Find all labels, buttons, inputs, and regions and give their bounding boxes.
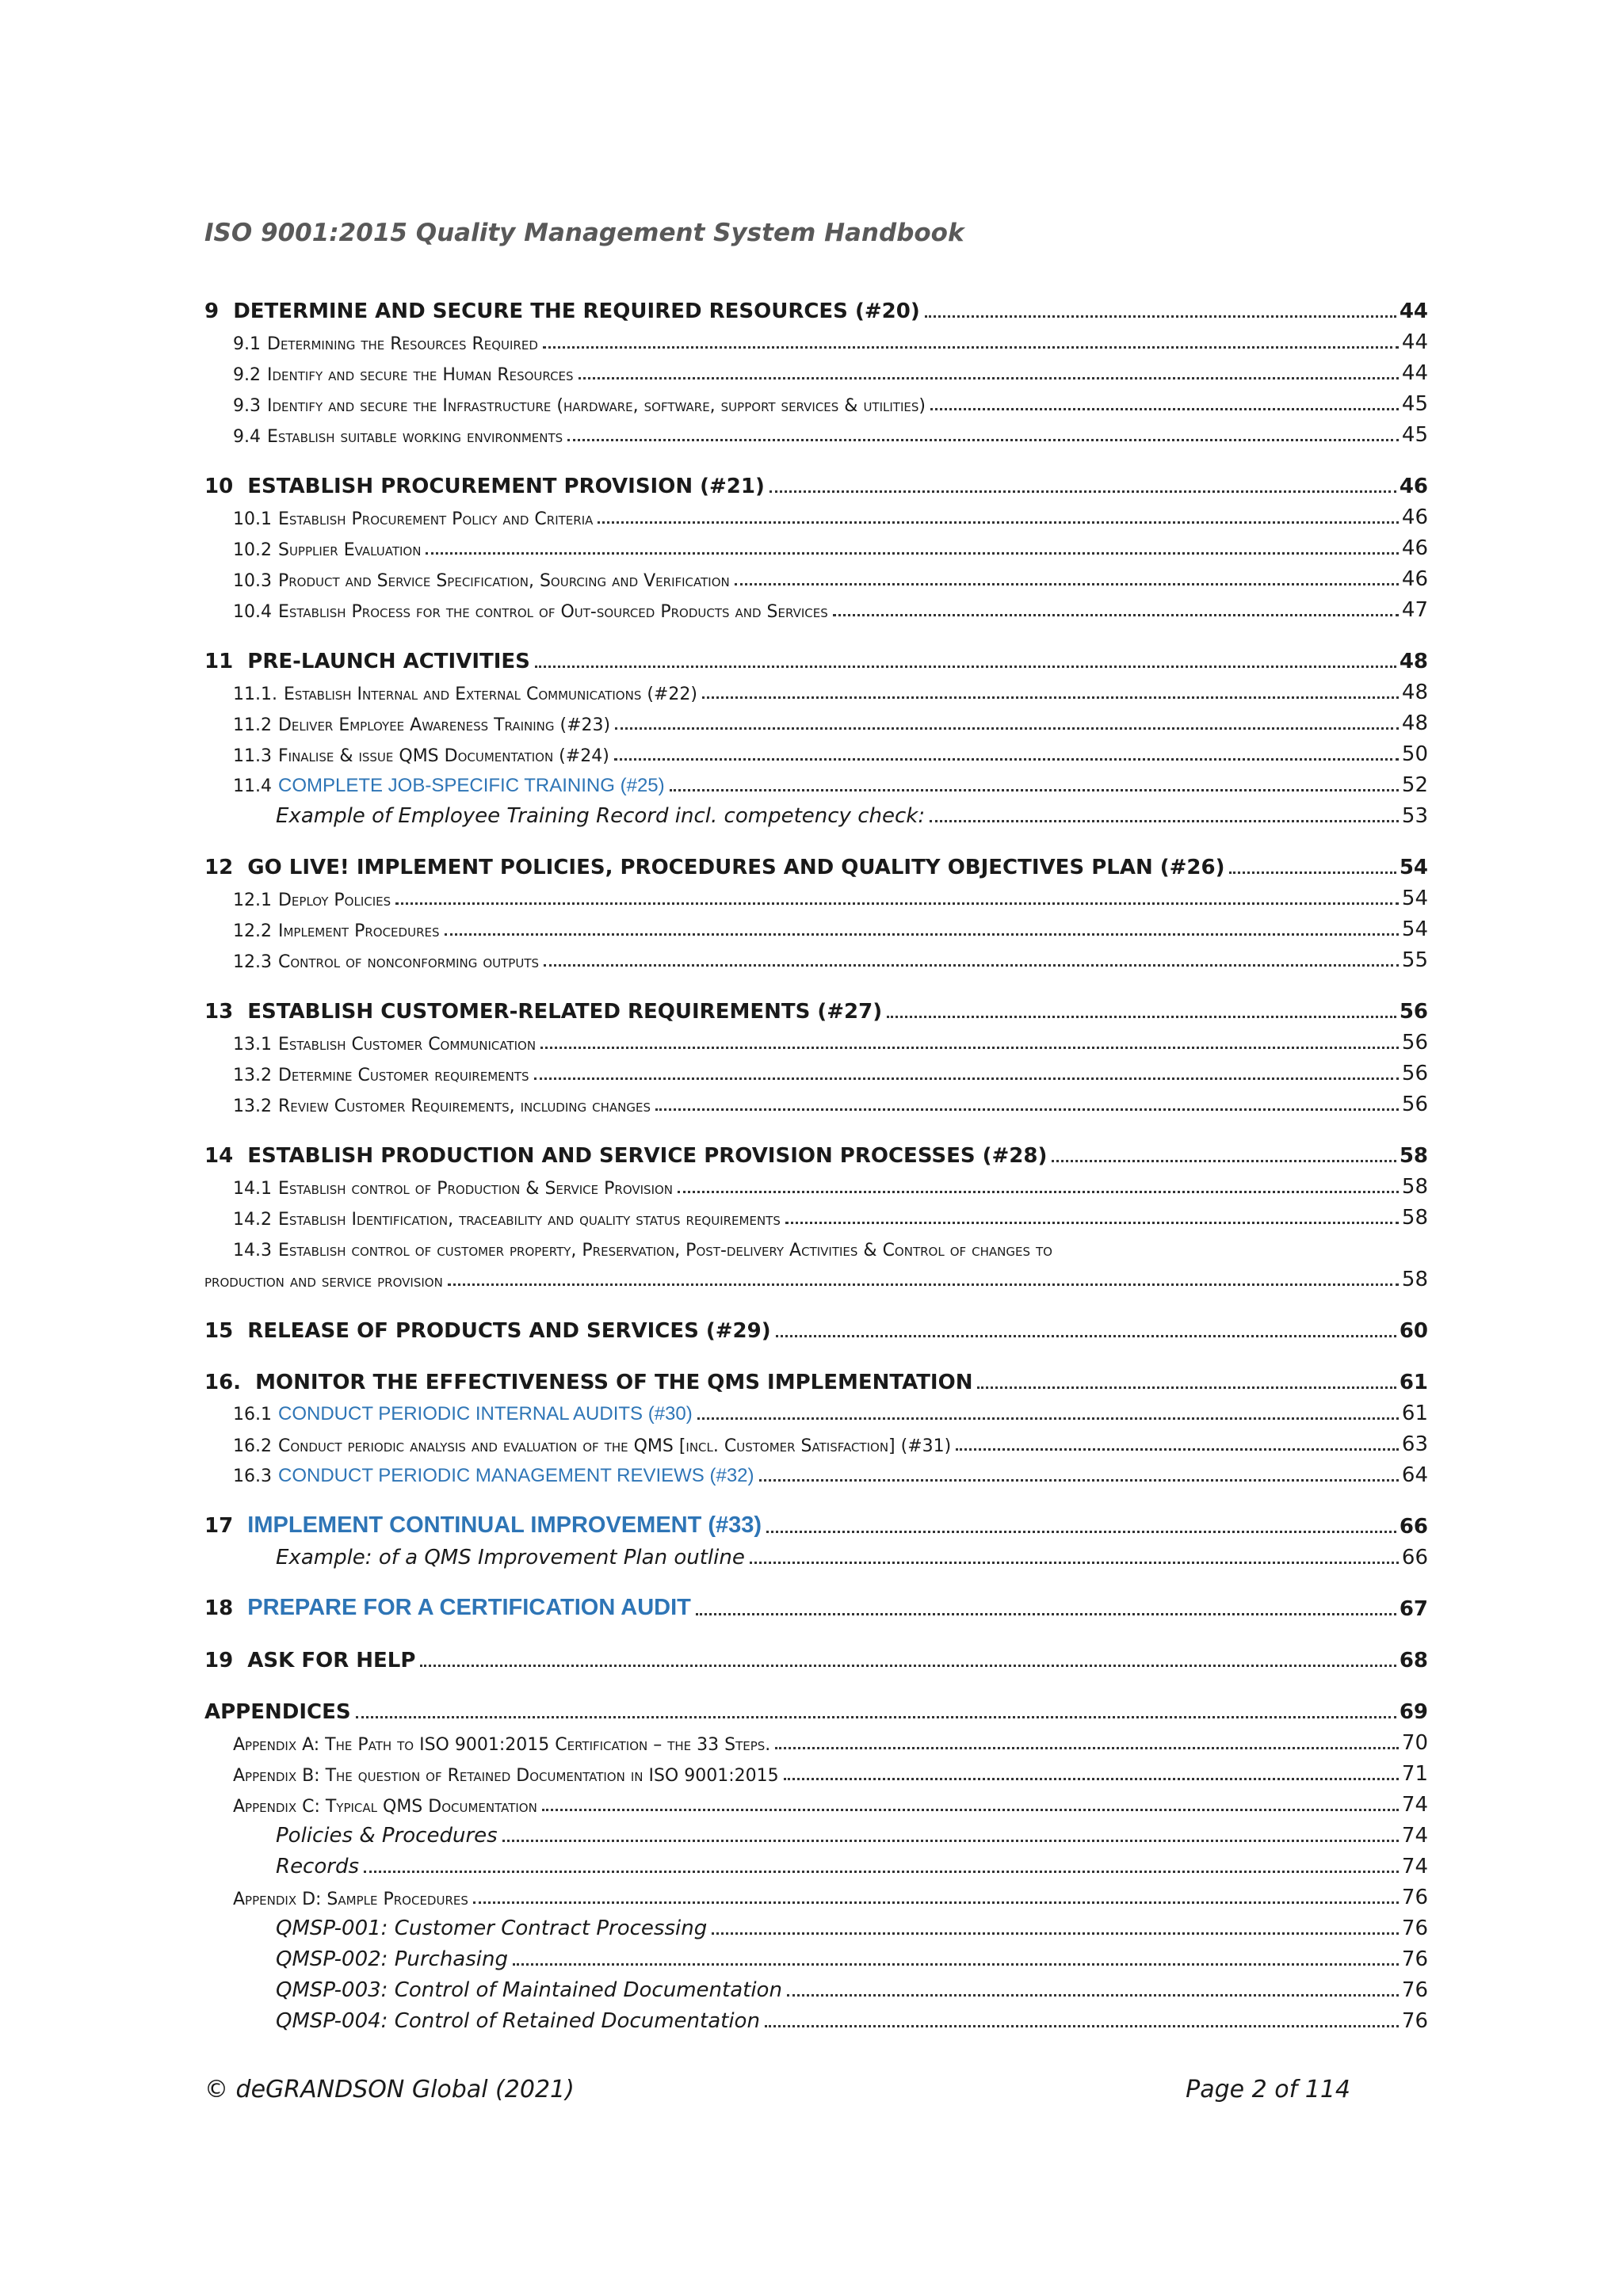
toc-entry-label: Determining the Resources Required: [267, 334, 538, 354]
toc-entry-title: [233, 1797, 537, 1817]
toc-entry-label: Review Customer Requirements, including changes: [277, 1097, 651, 1116]
toc-entry-number: 10.3: [233, 571, 272, 591]
toc-entry-label: Conduct periodic analysis and evaluation of the QMS [incl. Customer Satisfaction] (#31): [277, 1436, 952, 1456]
toc-entry-label: PRE-LAUNCH ACTIVITIES: [247, 650, 530, 673]
toc-entry-page: 53: [1401, 804, 1428, 828]
toc-entry-title: [233, 396, 926, 416]
toc-entry-label: Deploy Policies: [277, 891, 391, 910]
toc-entry-page: 58: [1401, 1175, 1428, 1199]
toc-entry-label: Implement Procedures: [277, 921, 440, 941]
toc-entry-subsection[interactable]: [204, 591, 1428, 622]
toc-entry-number: 16.2: [233, 1436, 272, 1456]
toc-entry-title: [233, 427, 563, 447]
toc-entry-label: QMSP-001: Customer Contract Processing: [276, 1917, 708, 1940]
toc-dot-leader: [712, 1932, 1399, 1935]
toc-entry-title: [233, 775, 665, 797]
toc-entry-page: 70: [1401, 1731, 1428, 1755]
toc-entry-title: [233, 1766, 779, 1786]
toc-entry-page: 54: [1401, 887, 1428, 910]
toc-entry-subsection[interactable]: [204, 704, 1428, 735]
toc-entry-label: Records: [276, 1855, 360, 1878]
toc-entry-page: 46: [1401, 567, 1428, 591]
toc-entry-section[interactable]: [204, 1629, 1428, 1672]
toc-dot-leader: [750, 1561, 1399, 1564]
toc-entry-section[interactable]: [204, 980, 1428, 1024]
toc-entry-number: 14.1: [233, 1179, 272, 1199]
toc-entry-number: 11.3: [233, 746, 272, 766]
toc-entry-title: [276, 1855, 359, 1878]
toc-entry-page: 61: [1399, 1371, 1428, 1394]
toc-dot-leader: [567, 438, 1399, 441]
toc-entry-page: 56: [1401, 1031, 1428, 1055]
toc-entry-page: 50: [1401, 742, 1428, 766]
toc-entry-title: [204, 1512, 762, 1539]
toc-entry-title: [233, 921, 440, 941]
toc-entry-number: 19: [204, 1649, 234, 1672]
toc-entry-page: 76: [1401, 1917, 1428, 1940]
toc-entry-label: Identify and secure the Human Resources: [267, 365, 574, 385]
toc-entry-section[interactable]: [204, 1351, 1428, 1394]
toc-section-gap: [204, 622, 1428, 630]
toc-dot-leader: [930, 407, 1399, 410]
toc-dot-leader: [543, 345, 1399, 349]
toc-dot-leader: [930, 819, 1399, 822]
toc-entry-page: 76: [1401, 1947, 1428, 1971]
toc-entry-number: 10.1: [233, 509, 272, 529]
toc-entry-title: [233, 891, 391, 910]
toc-dot-leader: [697, 1417, 1399, 1420]
toc-entry-page: 48: [1399, 650, 1428, 673]
toc-entry-subsection[interactable]: [204, 1024, 1428, 1055]
toc-entry-label: ESTABLISH CUSTOMER-RELATED REQUIREMENTS (#27): [247, 1000, 883, 1024]
toc-entry-label: Establish Internal and External Communications (#22): [283, 685, 697, 704]
toc-entry-label: CONDUCT PERIODIC MANAGEMENT REVIEWS (#32): [277, 1465, 754, 1486]
toc-entry-subsection[interactable]: [204, 498, 1428, 529]
toc-dot-leader: [445, 933, 1399, 936]
page-header-title: ISO 9001:2015 Quality Management System Handbook: [204, 219, 964, 247]
toc-entry-title: [233, 540, 421, 560]
toc-entry-title: [204, 1144, 1047, 1168]
toc-entry-title: [204, 856, 1224, 879]
toc-entry-title: [204, 299, 920, 323]
toc-entry-page: 58: [1401, 1268, 1428, 1291]
toc-entry-page: 67: [1399, 1597, 1428, 1621]
toc-entry-number: 13.2: [233, 1066, 272, 1085]
toc-section-gap: [204, 1343, 1428, 1351]
toc-entry-page: 74: [1401, 1793, 1428, 1817]
toc-entry-label: QMSP-002: Purchasing: [276, 1947, 508, 1971]
toc-entry-example[interactable]: [204, 1817, 1428, 1848]
toc-entry-number: 11.1.: [233, 685, 277, 704]
toc-entry-title: [233, 685, 697, 704]
toc-entry-page: 68: [1399, 1649, 1428, 1672]
toc-entry-label: DETERMINE AND SECURE THE REQUIRED RESOURCES (#20): [233, 299, 920, 323]
toc-dot-leader: [615, 727, 1399, 730]
toc-entry-number: 16.1: [233, 1405, 272, 1425]
toc-entry-label: Appendix A: The Path to ISO 9001:2015 Certification – the 33 Steps.: [233, 1735, 771, 1755]
toc-entry-label: Control of nonconforming outputs: [277, 952, 540, 972]
toc-entry-page: 54: [1401, 917, 1428, 941]
toc-entry-page: 46: [1401, 536, 1428, 560]
toc-entry-number: 10.4: [233, 602, 272, 622]
toc-entry-page: 45: [1401, 392, 1428, 416]
toc-entry-page: 48: [1401, 711, 1428, 735]
toc-entry-section[interactable]: [204, 287, 1428, 323]
toc-dot-leader: [502, 1839, 1399, 1842]
toc-dot-leader: [776, 1334, 1396, 1337]
toc-entry-number: 9.1: [233, 334, 261, 354]
toc-entry-subsection[interactable]: [204, 529, 1428, 560]
toc-entry-page: 61: [1401, 1402, 1428, 1425]
toc-entry-label: QMSP-003: Control of Maintained Documentation: [276, 1978, 782, 2002]
toc-entry-section[interactable]: [204, 1124, 1428, 1168]
toc-entry-title: [233, 1465, 754, 1487]
toc-entry-title: [204, 1371, 972, 1394]
toc-entry-subsection[interactable]: [204, 879, 1428, 910]
toc-entry-number: 14.2: [233, 1210, 272, 1230]
toc-entry-label: Establish control of customer property, Preservation, Post-delivery Activities & Control of changes to: [277, 1241, 1052, 1261]
toc-entry-section[interactable]: [204, 1577, 1428, 1621]
toc-entry-page: 58: [1401, 1206, 1428, 1230]
toc-dot-leader: [925, 315, 1396, 318]
toc-entry-title: [276, 804, 925, 828]
toc-dot-leader: [513, 1962, 1399, 1966]
toc-entry-number: 18: [204, 1596, 234, 1620]
toc-dot-leader: [579, 376, 1399, 379]
toc-entry-example[interactable]: [204, 1971, 1428, 2002]
toc-dot-leader: [364, 1870, 1399, 1873]
table-of-contents: [204, 287, 1428, 2033]
toc-entry-label: Deliver Employee Awareness Training (#23): [277, 715, 611, 735]
toc-entry-number: 15: [204, 1319, 234, 1343]
toc-entry-subsection[interactable]: [204, 910, 1428, 941]
toc-entry-page: 74: [1401, 1855, 1428, 1878]
toc-entry-title: [233, 365, 574, 385]
toc-entry-page: 60: [1399, 1319, 1428, 1343]
toc-dot-leader: [766, 1530, 1396, 1533]
toc-entry-page: 56: [1399, 1000, 1428, 1024]
toc-entry-page: 44: [1399, 299, 1428, 323]
toc-section-gap: [204, 1621, 1428, 1629]
toc-entry-label: IMPLEMENT CONTINUAL IMPROVEMENT (#33): [247, 1512, 762, 1538]
toc-dot-leader: [534, 1077, 1399, 1080]
toc-entry-subsection[interactable]: [204, 1394, 1428, 1425]
toc-dot-leader: [542, 1808, 1399, 1811]
toc-dot-leader: [614, 757, 1399, 761]
toc-entry-page: 56: [1401, 1062, 1428, 1085]
toc-entry-number: 13.1: [233, 1035, 272, 1055]
toc-entry-label: APPENDICES: [204, 1700, 351, 1724]
toc-dot-leader: [655, 1108, 1399, 1111]
toc-entry-label: Identify and secure the Infrastructure (hardware, software, support services & utilities): [267, 396, 926, 416]
toc-section-gap: [204, 1116, 1428, 1124]
toc-dot-leader: [1052, 1159, 1396, 1162]
toc-dot-leader: [769, 490, 1396, 493]
toc-entry-title: [204, 1595, 691, 1621]
toc-entry-page: 64: [1401, 1463, 1428, 1487]
toc-entry-number: 16.: [204, 1371, 242, 1394]
toc-entry-label: Finalise & issue QMS Documentation (#24): [277, 746, 609, 766]
toc-entry-appendix[interactable]: [204, 1786, 1428, 1817]
toc-entry-label: PREPARE FOR A CERTIFICATION AUDIT: [247, 1595, 691, 1620]
toc-entry-number: 10: [204, 475, 234, 498]
toc-dot-leader: [759, 1478, 1399, 1482]
toc-entry-title: [276, 1824, 498, 1848]
toc-entry-title: [276, 1917, 707, 1940]
toc-entry-title: [204, 1649, 415, 1672]
toc-entry-page: 52: [1401, 773, 1428, 797]
toc-entry-page: 48: [1401, 681, 1428, 704]
toc-dot-leader: [696, 1612, 1396, 1615]
toc-entry-number: 12.3: [233, 952, 272, 972]
toc-entry-title: [233, 952, 539, 972]
toc-entry-subsection[interactable]: [204, 1055, 1428, 1085]
toc-dot-leader: [887, 1015, 1396, 1018]
toc-entry-section[interactable]: [204, 455, 1428, 498]
toc-dot-leader: [420, 1664, 1396, 1667]
toc-entry-section[interactable]: [204, 1495, 1428, 1539]
toc-entry-label-continued: production and service provision: [204, 1272, 443, 1291]
toc-entry-label: Appendix D: Sample Procedures: [233, 1890, 468, 1909]
toc-entry-section[interactable]: [204, 1299, 1428, 1343]
toc-dot-leader: [535, 665, 1396, 668]
toc-entry-number: 9.3: [233, 396, 261, 416]
toc-entry-page: 66: [1401, 1546, 1428, 1569]
toc-entry-number: 11: [204, 650, 234, 673]
toc-entry-title: [276, 1947, 508, 1971]
toc-entry-label: Establish control of Production & Service Provision: [277, 1179, 674, 1199]
toc-entry-page: 58: [1399, 1144, 1428, 1168]
toc-entry-label: Establish suitable working environments: [267, 427, 563, 447]
toc-dot-leader: [670, 788, 1399, 791]
toc-dot-leader: [473, 1901, 1399, 1904]
toc-entry-number: 9: [204, 299, 220, 323]
toc-dot-leader: [833, 613, 1399, 616]
toc-entry-label: ESTABLISH PRODUCTION AND SERVICE PROVISION PROCESSES (#28): [247, 1144, 1048, 1168]
toc-entry-number: 17: [204, 1514, 234, 1538]
toc-entry-section[interactable]: [204, 836, 1428, 879]
toc-entry-title: [233, 1066, 529, 1085]
toc-entry-label: CONDUCT PERIODIC INTERNAL AUDITS (#30): [277, 1403, 693, 1425]
toc-entry-section[interactable]: [204, 630, 1428, 673]
toc-entry-title: [233, 1403, 693, 1425]
toc-entry-subsection[interactable]: [204, 1199, 1428, 1230]
toc-entry-page: 44: [1401, 361, 1428, 385]
toc-entry-page: 76: [1401, 1978, 1428, 2002]
toc-entry-label: Supplier Evaluation: [277, 540, 422, 560]
toc-entry-title: [233, 1097, 651, 1116]
toc-entry-subsection[interactable]: [204, 735, 1428, 766]
toc-entry-example[interactable]: [204, 1909, 1428, 1940]
toc-entry-page: 54: [1399, 856, 1428, 879]
toc-dot-leader: [785, 1221, 1399, 1224]
toc-entry-label: Product and Service Specification, Sourcing and Verification: [277, 571, 730, 591]
toc-dot-leader: [702, 696, 1399, 699]
toc-entry-title: [204, 475, 765, 498]
toc-entry-number: 11.2: [233, 715, 272, 735]
toc-entry-page: 76: [1401, 2009, 1428, 2033]
toc-entry-number: 9.2: [233, 365, 261, 385]
toc-entry-title: [233, 746, 609, 766]
toc-entry-number: 13: [204, 1000, 234, 1024]
toc-dot-leader: [448, 1283, 1399, 1286]
toc-entry-title: [233, 602, 828, 622]
toc-entry-title: [276, 1978, 782, 2002]
toc-dot-leader: [787, 1993, 1399, 1997]
toc-entry-subsection[interactable]: [204, 941, 1428, 972]
toc-dot-leader: [540, 1046, 1399, 1049]
toc-entry-title: [204, 1000, 882, 1024]
toc-entry-number: 12.2: [233, 921, 272, 941]
toc-section-gap: [204, 828, 1428, 836]
toc-entry-number: 16.3: [233, 1466, 272, 1486]
toc-entry-page: 47: [1401, 598, 1428, 622]
toc-section-gap: [204, 1569, 1428, 1577]
toc-entry-title: [233, 1035, 536, 1055]
toc-entry-example[interactable]: [204, 797, 1428, 828]
toc-entry-title: [204, 1700, 351, 1724]
toc-entry-label: Establish Procurement Policy and Criteria: [277, 509, 594, 529]
toc-entry-subsection[interactable]: [204, 354, 1428, 385]
toc-entry-title: [233, 571, 730, 591]
toc-dot-leader: [598, 521, 1399, 524]
toc-entry-title: [233, 1179, 673, 1199]
toc-dot-leader: [1229, 871, 1396, 874]
toc-entry-page: 74: [1401, 1824, 1428, 1848]
toc-entry-subsection[interactable]: [204, 560, 1428, 591]
toc-entry-number: 13.2: [233, 1097, 272, 1116]
toc-entry-appendix[interactable]: [204, 1878, 1428, 1909]
toc-entry-title: [204, 1319, 771, 1343]
toc-entry-example[interactable]: [204, 1848, 1428, 1878]
toc-section-gap: [204, 972, 1428, 980]
toc-entry-title: [204, 650, 530, 673]
toc-entry-page: 76: [1401, 1886, 1428, 1909]
toc-entry-title: [233, 1735, 770, 1755]
toc-entry-page: 46: [1401, 505, 1428, 529]
toc-entry-subsection[interactable]: [204, 1085, 1428, 1116]
toc-entry-title: [233, 334, 538, 354]
toc-entry-subsection[interactable]: [204, 416, 1428, 447]
toc-entry-label: GO LIVE! IMPLEMENT POLICIES, PROCEDURES AND QUALITY OBJECTIVES PLAN (#26): [247, 856, 1225, 879]
toc-section-gap: [204, 1487, 1428, 1495]
toc-entry-page: 56: [1401, 1093, 1428, 1116]
toc-entry-number: 14.3: [233, 1241, 272, 1261]
toc-entry-subsection[interactable]: [204, 385, 1428, 416]
toc-entry-label: Appendix C: Typical QMS Documentation: [233, 1797, 537, 1817]
toc-section-gap: [204, 447, 1428, 455]
toc-entry-title: [233, 509, 593, 529]
toc-dot-leader: [426, 551, 1398, 555]
toc-entry-label: Example of Employee Training Record incl. competency check:: [276, 804, 926, 828]
toc-entry-page: 46: [1399, 475, 1428, 498]
toc-entry-label: Policies & Procedures: [276, 1824, 498, 1848]
toc-entry-label: Appendix B: The question of Retained Documentation in ISO 9001:2015: [233, 1766, 779, 1786]
toc-entry-subsection[interactable]: [204, 323, 1428, 354]
toc-entry-title: [233, 1210, 781, 1230]
toc-entry-page: 71: [1401, 1762, 1428, 1786]
toc-entry-section[interactable]: [204, 1680, 1428, 1724]
toc-entry-subsection[interactable]: [204, 766, 1428, 797]
footer-copyright: © deGRANDSON Global (2021): [204, 2076, 575, 2103]
toc-dot-leader: [765, 2024, 1399, 2027]
toc-entry-subsection[interactable]: [204, 673, 1428, 704]
toc-entry-label: Establish Process for the control of Out-sourced Products and Services: [277, 602, 828, 622]
toc-dot-leader: [775, 1746, 1399, 1749]
toc-entry-title: [233, 715, 610, 735]
toc-entry-title: [276, 1546, 745, 1569]
toc-entry-example[interactable]: [204, 1940, 1428, 1971]
toc-entry-label: QMSP-004: Control of Retained Documentation: [276, 2009, 760, 2033]
toc-entry-label: COMPLETE JOB-SPECIFIC TRAINING (#25): [277, 775, 665, 796]
toc-entry-subsection[interactable]: [204, 1425, 1428, 1456]
toc-section-gap: [204, 1672, 1428, 1680]
toc-entry-label: ASK FOR HELP: [247, 1649, 416, 1672]
toc-entry-page: 45: [1401, 423, 1428, 447]
toc-entry-label: Establish Customer Communication: [277, 1035, 537, 1055]
toc-entry-appendix[interactable]: [204, 1755, 1428, 1786]
footer-page-indicator: Page 2 of 114: [1186, 2076, 1350, 2103]
toc-entry-subsection[interactable]: [204, 1230, 1428, 1291]
toc-entry-label: MONITOR THE EFFECTIVENESS OF THE QMS IMPLEMENTATION: [255, 1371, 973, 1394]
toc-dot-leader: [544, 963, 1399, 967]
toc-entry-number: 12: [204, 856, 234, 879]
toc-entry-page: 63: [1401, 1432, 1428, 1456]
toc-entry-label: RELEASE OF PRODUCTS AND SERVICES (#29): [247, 1319, 771, 1343]
toc-entry-number: 14: [204, 1144, 234, 1168]
toc-entry-number: 10.2: [233, 540, 272, 560]
toc-entry-number: 11.4: [233, 776, 272, 796]
toc-dot-leader: [735, 582, 1399, 585]
toc-entry-subsection[interactable]: [204, 1456, 1428, 1487]
toc-dot-leader: [356, 1715, 1396, 1718]
toc-entry-page: 44: [1401, 330, 1428, 354]
toc-entry-label: Establish Identification, traceability and quality status requirements: [277, 1210, 781, 1230]
toc-dot-leader: [678, 1190, 1399, 1193]
toc-entry-number: 9.4: [233, 427, 261, 447]
toc-entry-appendix[interactable]: [204, 1724, 1428, 1755]
toc-dot-leader: [956, 1447, 1399, 1451]
toc-section-gap: [204, 1291, 1428, 1299]
toc-entry-label: Example: of a QMS Improvement Plan outline: [276, 1546, 745, 1569]
toc-entry-page: 69: [1399, 1700, 1428, 1724]
toc-dot-leader: [977, 1386, 1396, 1389]
toc-entry-number: 12.1: [233, 891, 272, 910]
toc-entry-page: 66: [1399, 1515, 1428, 1539]
toc-entry-subsection[interactable]: [204, 1168, 1428, 1199]
toc-entry-label: ESTABLISH PROCUREMENT PROVISION (#21): [247, 475, 765, 498]
toc-entry-title: [276, 2009, 760, 2033]
toc-entry-label: Determine Customer requirements: [277, 1066, 529, 1085]
toc-dot-leader: [395, 902, 1399, 905]
toc-entry-example[interactable]: [204, 1539, 1428, 1569]
toc-dot-leader: [784, 1777, 1399, 1780]
toc-entry-page: 55: [1401, 948, 1428, 972]
toc-entry-example[interactable]: [204, 2002, 1428, 2033]
toc-entry-title: [233, 1890, 468, 1909]
toc-entry-title: [233, 1436, 951, 1456]
